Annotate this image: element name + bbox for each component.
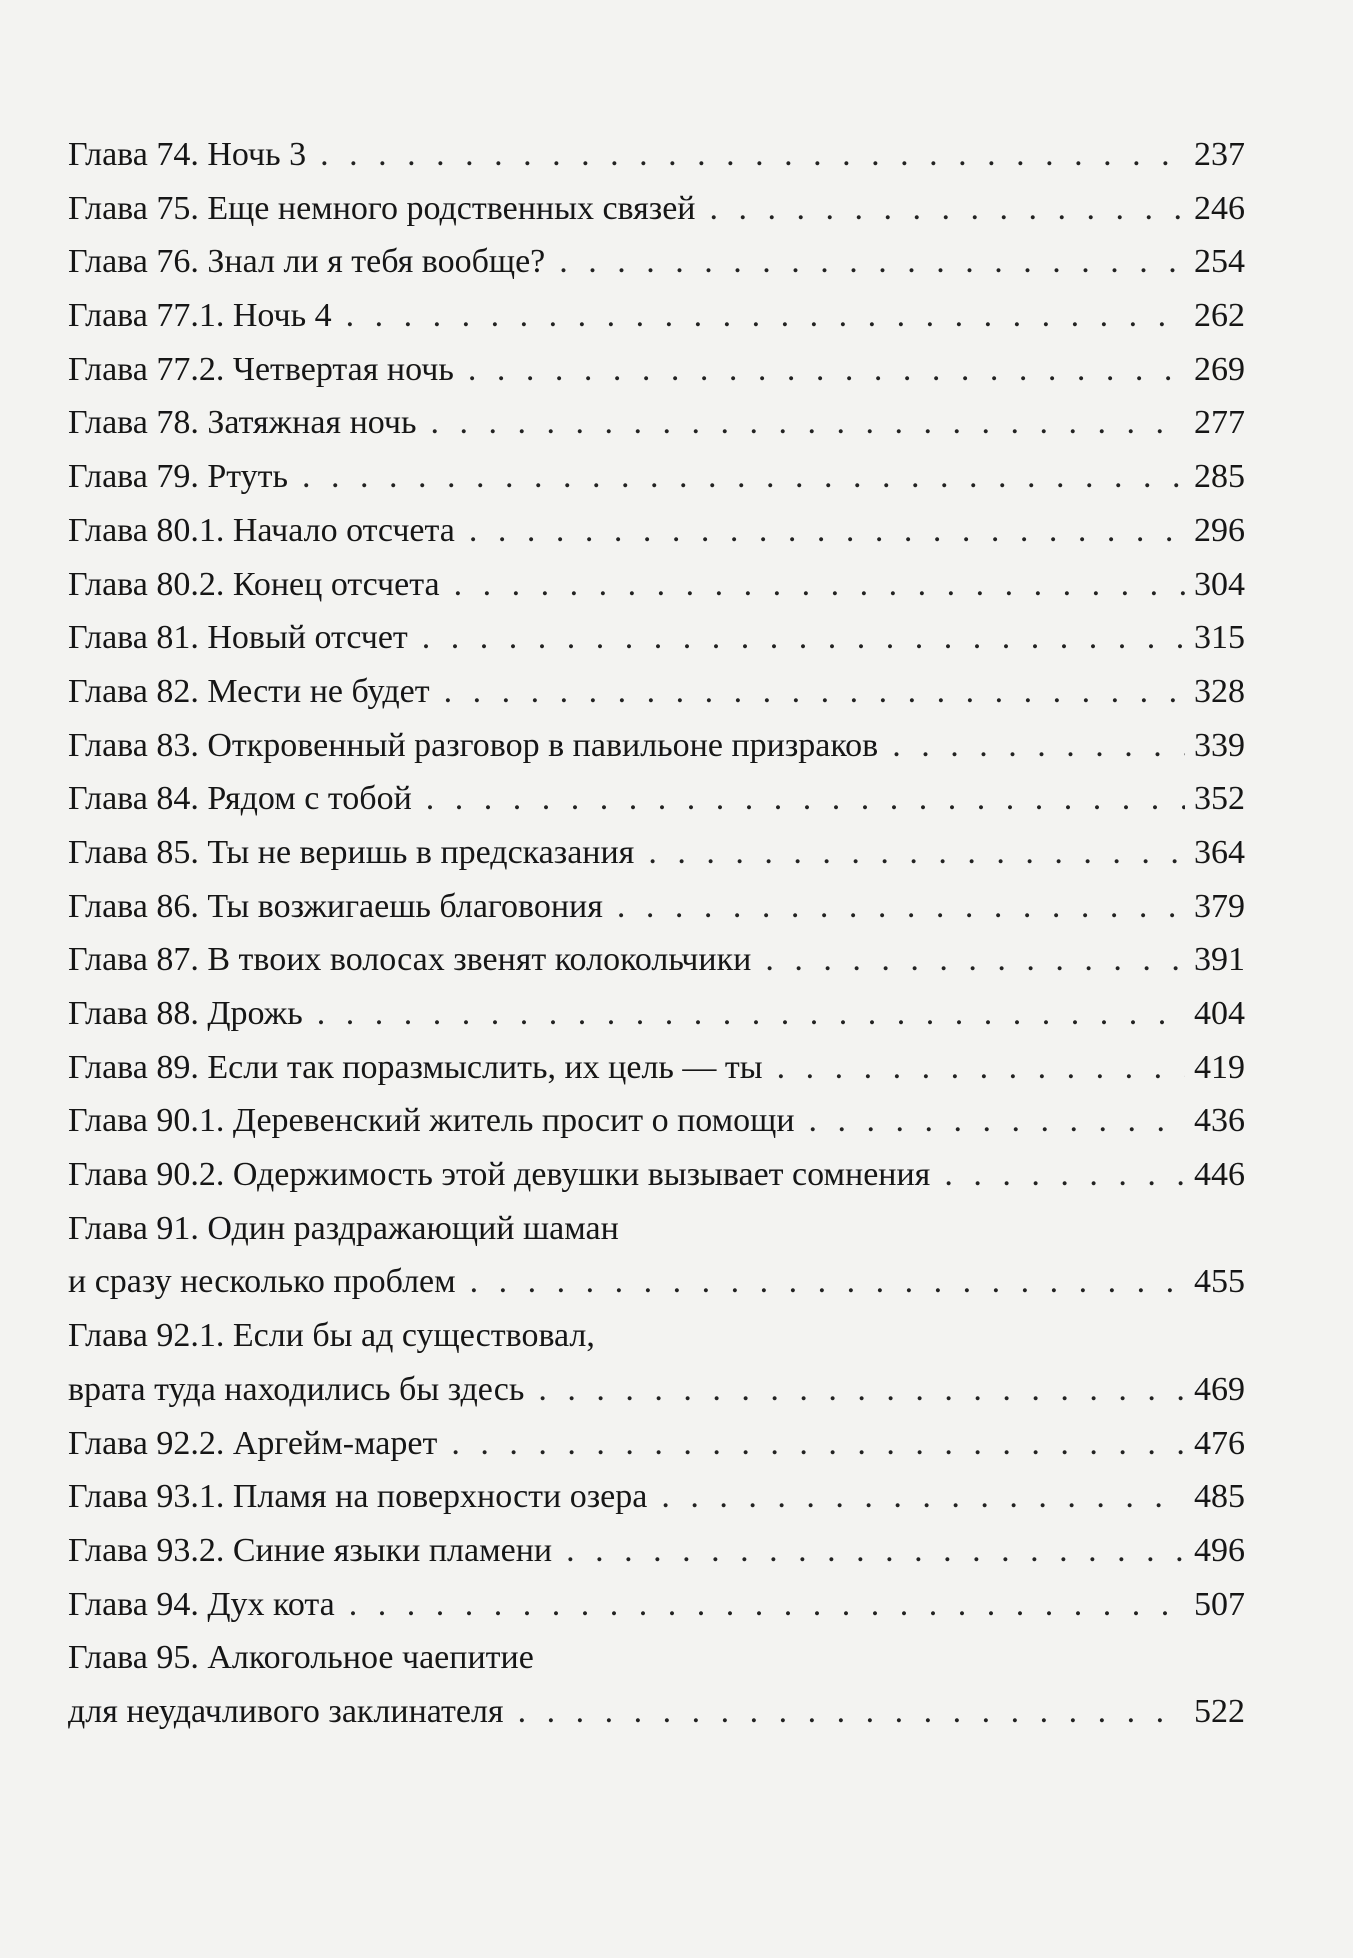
toc-entry-last-line <box>68 1255 1245 1309</box>
toc-entry-last-line <box>68 826 1245 880</box>
chapter-title: Глава 79. Ртуть <box>68 458 289 496</box>
chapter-title: Глава 95. Алкогольное чаепитие <box>68 1639 534 1677</box>
toc-entry-last-line <box>68 1094 1245 1148</box>
page-number: 269 <box>1194 350 1245 388</box>
toc-entry-last-line <box>68 1417 1245 1471</box>
dot-leader <box>454 343 1185 397</box>
page-number: 246 <box>1194 189 1245 227</box>
chapter-title: для неудачливого заклинателя <box>68 1692 504 1730</box>
toc-entry-last-line <box>68 611 1245 665</box>
chapter-title: Глава 86. Ты возжигаешь благовония <box>68 887 603 925</box>
toc-entry <box>68 1309 1245 1416</box>
dot-leader <box>634 826 1185 880</box>
toc-entry-last-line <box>68 1148 1245 1202</box>
page-number: 285 <box>1194 458 1245 496</box>
toc-entry <box>68 289 1245 343</box>
chapter-title: Глава 81. Новый отсчет <box>68 619 408 657</box>
chapter-title: Глава 88. Дрожь <box>68 995 303 1032</box>
toc-entry-last-line <box>68 1363 1245 1417</box>
toc-entry <box>68 772 1245 826</box>
toc-entry <box>68 719 1245 773</box>
toc-entry-last-line <box>68 182 1245 236</box>
page-number: 507 <box>1194 1585 1245 1623</box>
chapter-title: врата туда находились бы здесь <box>68 1370 525 1408</box>
chapter-title: Глава 83. Откровенный разговор в павильоне призраков <box>68 726 879 764</box>
page-number: 304 <box>1194 565 1245 603</box>
chapter-title: Глава 80.2. Конец отсчета <box>68 565 440 603</box>
dot-leader <box>647 1470 1185 1524</box>
toc-entry-last-line <box>68 343 1245 397</box>
chapter-title: Глава 74. Ночь 3 <box>68 136 307 173</box>
dot-leader <box>930 1148 1185 1202</box>
page-number: 254 <box>1194 243 1245 281</box>
toc-entry-last-line <box>68 719 1245 773</box>
chapter-title: Глава 93.1. Пламя на поверхности озера <box>68 1478 648 1516</box>
table-of-contents <box>68 128 1245 1739</box>
page-number: 404 <box>1194 995 1245 1032</box>
chapter-title: Глава 84. Рядом с тобой <box>68 780 412 818</box>
page-number: 328 <box>1194 672 1245 710</box>
dot-leader <box>440 558 1185 612</box>
dot-leader <box>545 235 1185 289</box>
page-number: 476 <box>1194 1424 1245 1462</box>
chapter-title: Глава 85. Ты не веришь в предсказания <box>68 833 635 871</box>
toc-entry-last-line <box>68 933 1245 987</box>
toc-entry <box>68 665 1245 719</box>
page-number: 339 <box>1194 726 1245 764</box>
toc-entry <box>68 826 1245 880</box>
page-number: 352 <box>1194 780 1245 818</box>
toc-entry <box>68 1578 1245 1632</box>
dot-leader <box>696 182 1186 236</box>
toc-entry <box>68 558 1245 612</box>
chapter-title: Глава 77.1. Ночь 4 <box>68 297 332 335</box>
dot-leader <box>763 1041 1185 1095</box>
toc-entry <box>68 987 1245 1041</box>
chapter-title: Глава 75. Еще немного родственных связей <box>68 189 696 227</box>
dot-leader <box>332 289 1185 343</box>
page-number: 419 <box>1194 1048 1245 1086</box>
toc-entry <box>68 235 1245 289</box>
dot-leader <box>751 933 1185 987</box>
page-number: 455 <box>1194 1263 1245 1301</box>
toc-entry <box>68 128 1245 182</box>
toc-entry-last-line <box>68 558 1245 612</box>
toc-entry-last-line <box>68 1470 1245 1524</box>
dot-leader <box>603 880 1185 934</box>
dot-leader <box>795 1094 1185 1148</box>
chapter-title: Глава 78. Затяжная ночь <box>68 404 417 442</box>
chapter-title: Глава 92.2. Аргейм-марет <box>68 1424 438 1462</box>
toc-entry <box>68 450 1245 504</box>
toc-entry <box>68 343 1245 397</box>
chapter-title: Глава 90.1. Деревенский житель просит о помощи <box>68 1102 795 1140</box>
chapter-title: Глава 87. В твоих волосах звенят колокольчики <box>68 941 752 979</box>
toc-entry-line <box>68 1202 1245 1256</box>
toc-entry-last-line <box>68 1685 1245 1739</box>
dot-leader <box>412 772 1185 826</box>
toc-entry-last-line <box>68 1524 1245 1578</box>
toc-entry-last-line <box>68 504 1245 558</box>
toc-entry-last-line <box>68 128 1245 182</box>
dot-leader <box>288 450 1185 504</box>
toc-entry-line <box>68 1309 1245 1363</box>
toc-entry-last-line <box>68 450 1245 504</box>
page-number: 391 <box>1194 941 1245 979</box>
page-number: 315 <box>1194 619 1245 657</box>
dot-leader <box>524 1363 1185 1417</box>
dot-leader <box>504 1685 1185 1739</box>
toc-entry <box>68 1202 1245 1309</box>
toc-entry-line <box>68 1631 1245 1685</box>
dot-leader <box>437 1417 1185 1471</box>
chapter-title: Глава 91. Один раздражающий шаман <box>68 1209 619 1247</box>
page-number: 237 <box>1194 136 1245 173</box>
toc-entry <box>68 611 1245 665</box>
page-number: 277 <box>1194 404 1245 442</box>
toc-entry-last-line <box>68 396 1245 450</box>
toc-entry <box>68 1417 1245 1471</box>
dot-leader <box>552 1524 1185 1578</box>
page-number: 262 <box>1194 297 1245 335</box>
chapter-title: Глава 80.1. Начало отсчета <box>68 511 455 549</box>
page-number: 446 <box>1194 1156 1245 1194</box>
toc-entry-last-line <box>68 235 1245 289</box>
toc-entry <box>68 933 1245 987</box>
chapter-title: Глава 82. Мести не будет <box>68 672 430 710</box>
page-number: 485 <box>1194 1478 1245 1516</box>
toc-entry-last-line <box>68 880 1245 934</box>
toc-entry-last-line <box>68 289 1245 343</box>
dot-leader <box>416 396 1185 450</box>
page-number: 496 <box>1194 1531 1245 1569</box>
toc-entry <box>68 1631 1245 1738</box>
toc-entry <box>68 1470 1245 1524</box>
page-number: 296 <box>1194 511 1245 549</box>
toc-entry <box>68 1148 1245 1202</box>
toc-entry <box>68 1524 1245 1578</box>
page-number: 379 <box>1194 887 1245 925</box>
toc-entry <box>68 880 1245 934</box>
dot-leader <box>456 1255 1185 1309</box>
chapter-title: Глава 92.1. Если бы ад существовал, <box>68 1317 595 1355</box>
page-number: 522 <box>1194 1692 1245 1730</box>
toc-entry-last-line <box>68 1578 1245 1632</box>
page-number: 436 <box>1194 1102 1245 1140</box>
toc-entry-last-line <box>68 987 1245 1041</box>
toc-entry-last-line <box>68 772 1245 826</box>
toc-entry <box>68 396 1245 450</box>
page-number: 469 <box>1194 1370 1245 1408</box>
dot-leader <box>408 611 1185 665</box>
chapter-title: Глава 90.2. Одержимость этой девушки вызывает сомнения <box>68 1156 931 1194</box>
toc-entry <box>68 1041 1245 1095</box>
chapter-title: и сразу несколько проблем <box>68 1263 456 1301</box>
page-number: 364 <box>1194 833 1245 871</box>
dot-leader <box>306 128 1185 182</box>
dot-leader <box>430 665 1185 719</box>
chapter-title: Глава 77.2. Четвертая ночь <box>68 350 454 388</box>
toc-entry-last-line <box>68 665 1245 719</box>
dot-leader <box>303 987 1185 1041</box>
dot-leader <box>878 719 1185 773</box>
chapter-title: Глава 89. Если так поразмыслить, их цель — ты <box>68 1048 763 1086</box>
dot-leader <box>335 1578 1185 1632</box>
toc-entry-last-line <box>68 1041 1245 1095</box>
dot-leader <box>455 504 1185 558</box>
chapter-title: Глава 93.2. Синие языки пламени <box>68 1531 553 1569</box>
toc-entry <box>68 504 1245 558</box>
chapter-title: Глава 76. Знал ли я тебя вообще? <box>68 243 546 281</box>
chapter-title: Глава 94. Дух кота <box>68 1585 335 1623</box>
toc-entry <box>68 1094 1245 1148</box>
toc-entry <box>68 182 1245 236</box>
